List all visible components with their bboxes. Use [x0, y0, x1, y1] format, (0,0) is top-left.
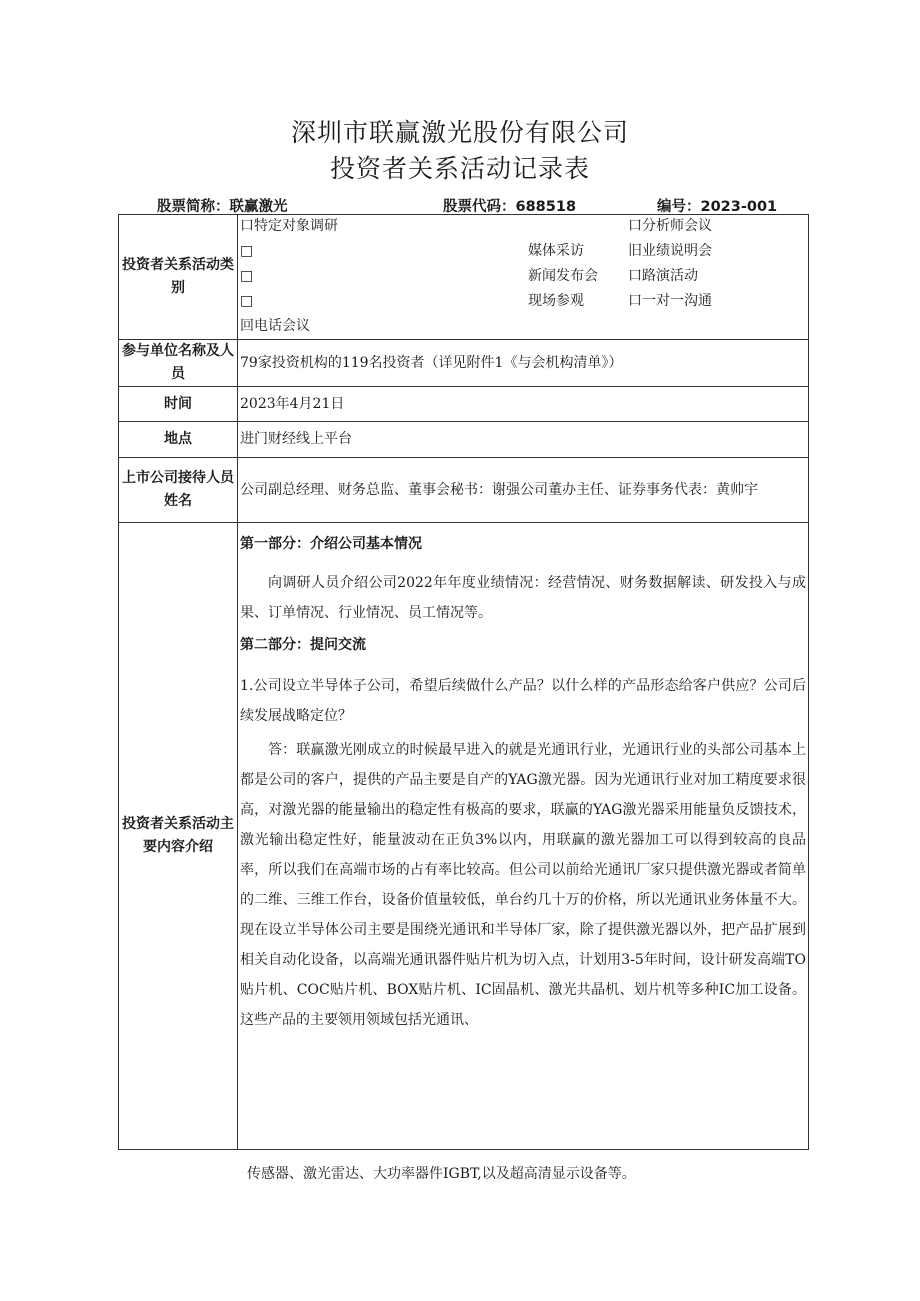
time-label: 时间: [119, 387, 238, 422]
option-analyst-meeting: 口分析师会议: [628, 218, 712, 234]
time-row: [119, 387, 809, 422]
participants-row: [119, 340, 809, 387]
category-row: [119, 215, 809, 340]
option-media-interview: 媒体采访: [528, 243, 584, 259]
content-body: [238, 523, 809, 1150]
record-table: [118, 214, 809, 1150]
option-site-visit: 现场参观: [528, 293, 584, 309]
part1-title: 第一部分：介绍公司基本情况: [240, 536, 422, 552]
receptionists-label: 上市公司接待人员姓名: [119, 458, 238, 523]
stock-code: 股票代码：688518: [443, 199, 577, 215]
part1-text: 向调研人员介绍公司2022年年度业绩情况：经营情况、财务数据解读、研发投入与成果、订单情况、行业情况、员工情况等。: [240, 575, 806, 621]
receptionists-value: 公司副总经理、财务总监、董事会秘书：谢强公司董办主任、证券事务代表：黄帅宇: [238, 458, 809, 523]
content-row: [119, 523, 809, 1150]
checkbox: □: [240, 293, 254, 309]
option-one-on-one: 口一对一沟通: [628, 293, 712, 309]
record-number: 编号：2023-001: [657, 199, 778, 215]
stock-abbr: 股票简称：联赢激光: [157, 199, 288, 215]
participants-label: 参与单位名称及人员: [119, 340, 238, 387]
receptionists-row: [119, 458, 809, 523]
content-label: 投资者关系活动主要内容介绍: [119, 523, 238, 1150]
option-specific-research: 口特定对象调研: [240, 218, 338, 234]
answer-1: 答：联赢激光刚成立的时候最早进入的就是光通讯行业，光通讯行业的头部公司基本上都是公司的客户，提供的产品主要是自产的YAG激光器。因为光通讯行业对加工精度要求很高，对激光器的能量输出的稳定性有极高的要求，联赢的YAG激光器采用能量负反馈技术，激光输出稳定性好，能量波动在正负3%以内，用联赢的激光器加工可以得到较高的良品率，所以我们在高端市场的占有率比较高。但公司以前给光通讯厂家只提供激光器或者简单的二维、三维工作台，设备价值量较低，单台约几十万的价格，所以光通讯业务体量不大。现在设立半导体公司主要是围绕光通讯和半导体厂家，除了提供激光器以外，把产品扩展到相关自动化设备，以高端光通讯器件贴片机为切入点，计划用3-5年时间，设计研发高端TO贴片机、COC贴片机、BOX贴片机、IC固晶机、激光共晶机、划片机等多种IC加工设备。这些产品的主要领用领域包括光通讯、: [240, 742, 806, 1028]
option-conference-call: 回电话会议: [240, 318, 310, 334]
location-label: 地点: [119, 422, 238, 458]
continuation-text: 传感器、激光雷达、大功率器件IGBT,以及超高清显示设备等。: [247, 1166, 636, 1182]
company-name: 深圳市联赢激光股份有限公司: [290, 118, 629, 147]
checkbox: □: [240, 243, 254, 259]
participants-value: 79家投资机构的119名投资者（详见附件1《与会机构清单》）: [238, 340, 809, 387]
part2-title: 第二部分：提问交流: [240, 637, 366, 653]
category-options: [238, 215, 809, 340]
form-title: 投资者关系活动记录表: [329, 154, 590, 183]
time-value: 2023年4月21日: [238, 387, 809, 422]
option-press-conference: 新闻发布会: [528, 268, 598, 284]
checkbox: □: [240, 268, 254, 284]
option-roadshow: 口路演活动: [628, 268, 698, 284]
location-value: 进门财经线上平台: [238, 422, 809, 458]
location-row: [119, 422, 809, 458]
question-1: 1.公司设立半导体子公司，希望后续做什么产品？以什么样的产品形态给客户供应？公司后续发展战略定位？: [240, 678, 806, 724]
option-earnings-call: 旧业绩说明会: [628, 243, 712, 259]
category-label: 投资者关系活动类别: [119, 215, 238, 340]
